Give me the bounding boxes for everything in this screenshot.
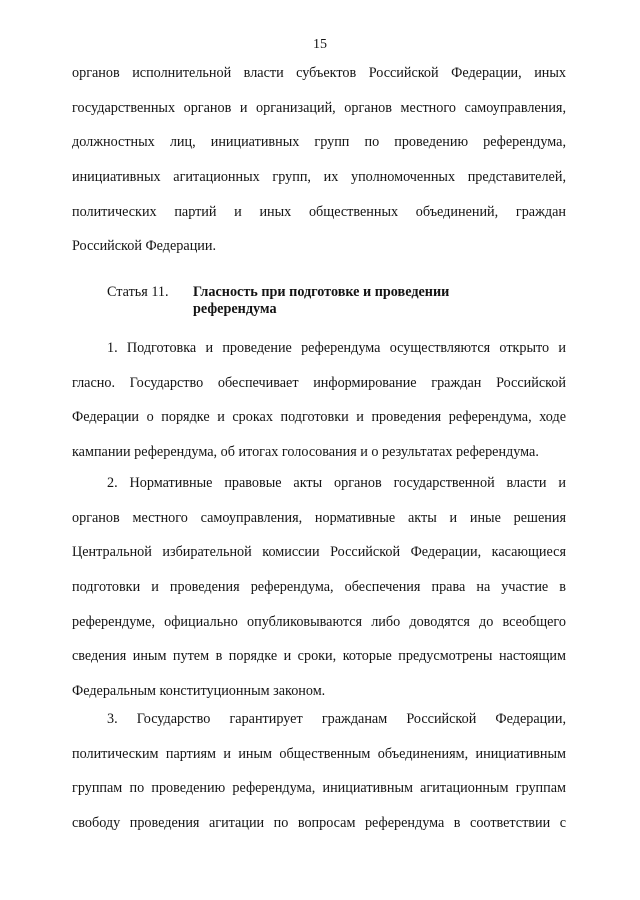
text-line: политических партий и иных общественных объединений, граждан [72,203,566,220]
text-line: референдуме, официально опубликовываются либо доводятся до всеобщего [72,613,566,630]
page-number: 15 [313,37,327,52]
text-line: кампании референдума, об итогах голосования и о результатах референдума. [72,444,539,461]
text-line: свободу проведения агитации по вопросам референдума в соответствии с [72,815,566,832]
text-line: должностных лиц, инициативных групп по проведению референдума, [72,134,566,151]
text-line: инициативных агитационных групп, их уполномоченных представителей, [72,169,566,186]
article-title-line: референдума [193,301,277,317]
text-line: Российской Федерации. [72,238,217,255]
text-line: Федеральным конституционным законом. [72,683,326,700]
text-line: подготовки и проведения референдума, обеспечения права на участие в [72,579,566,596]
text-line: 2. Нормативные правовые акты органов государственной власти и [107,475,566,491]
text-line: 1. Подготовка и проведение референдума осуществляются открыто и [107,340,566,356]
text-line: государственных органов и организаций, органов местного самоуправления, [72,99,566,116]
article-title [193,284,553,318]
text-line: 3. Государство гарантирует гражданам Российской Федерации, [107,711,566,727]
article-label: Статья 11. [107,284,169,300]
text-line: органов исполнительной власти субъектов Российской Федерации, иных [72,65,566,81]
text-line: органов местного самоуправления, нормативные акты и иные решения [72,509,566,526]
text-line: сведения иным путем в порядке и сроки, которые предусмотрены настоящим [72,648,566,665]
continuation-paragraph [72,56,566,264]
text-line: гласно. Государство обеспечивает информирование граждан Российской [72,374,566,391]
paragraph-3 [72,702,566,841]
paragraph-2 [72,466,566,709]
text-line: группам по проведению референдума, инициативным агитационным группам [72,780,566,797]
article-title-line: Гласность при подготовке и проведении [193,284,450,300]
paragraph-1 [72,331,566,470]
text-line: политическим партиям и иным общественным объединениям, инициативным [72,745,566,762]
text-line: Федерации о порядке и сроках подготовки и проведения референдума, ходе [72,409,566,426]
text-line: Центральной избирательной комиссии Российской Федерации, касающиеся [72,544,566,561]
